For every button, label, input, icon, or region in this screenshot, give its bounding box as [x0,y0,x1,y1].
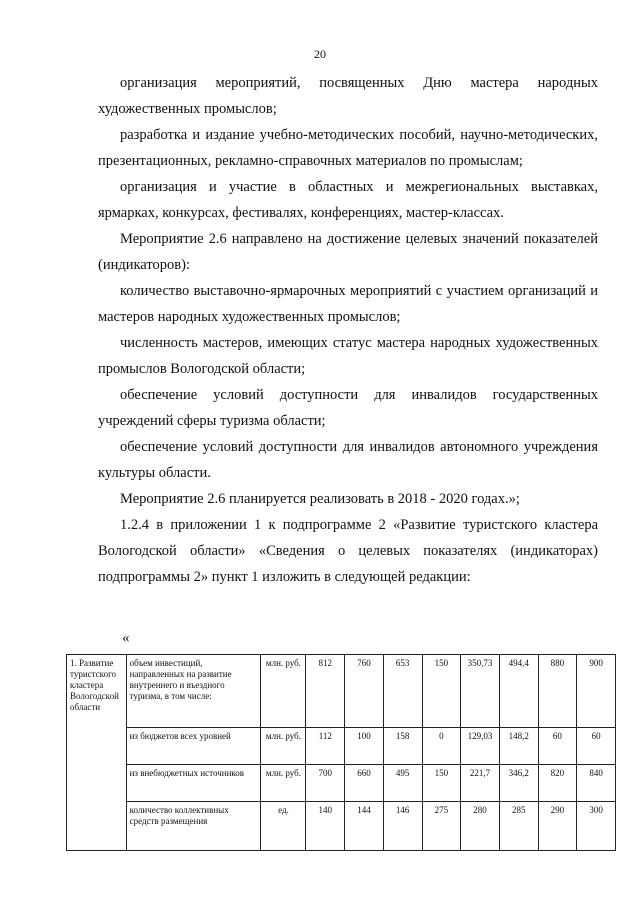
indicator-cell: из внебюджетных источников [126,765,261,802]
value-cell: 146 [383,802,422,851]
paragraph: разработка и издание учебно-методических пособий, научно-методических, презентационных, рекламно-справочных материалов по промыслам; [98,127,598,169]
quote-open-mark: « [122,630,130,646]
value-cell: 350,73 [461,655,500,728]
indicator-cell: из бюджетов всех уровней [126,728,261,765]
paragraph: 1.2.4 в приложении 1 к подпрограмме 2 «Развитие туристского кластера Вологодской области» «Сведения о целевых показателях (индикаторах) подпрограммы 2» пункт 1 изложить в следующей редакции: [98,517,598,585]
value-cell: 880 [538,655,577,728]
table-row [67,802,616,851]
value-cell: 840 [577,765,616,802]
value-cell: 275 [422,802,461,851]
table-row [67,655,616,728]
value-cell: 60 [577,728,616,765]
value-cell: 129,03 [461,728,500,765]
paragraph: Мероприятие 2.6 планируется реализовать в 2018 - 2020 годах.»; [120,491,520,507]
paragraph: обеспечение условий доступности для инвалидов государственных учреждений сферы туризма области; [98,387,598,429]
value-cell: 112 [306,728,345,765]
indicator-cell: количество коллективных средств размещения [126,802,261,851]
value-cell: 346,2 [499,765,538,802]
value-cell: 140 [306,802,345,851]
value-cell: 900 [577,655,616,728]
paragraph: Мероприятие 2.6 направлено на достижение целевых значений показателей (индикаторов): [98,231,598,273]
paragraph: обеспечение условий доступности для инвалидов автономного учреждения культуры области. [98,439,598,481]
value-cell: 148,2 [499,728,538,765]
indicator-cell: объем инвестиций, направленных на развитие внутреннего и въездного туризма, в том числе: [126,655,261,728]
value-cell: 495 [383,765,422,802]
value-cell: 150 [422,765,461,802]
paragraph: организация и участие в областных и межрегиональных выставках, ярмарках, конкурсах, фестивалях, конференциях, мастер-классах. [98,179,598,221]
value-cell: 494,4 [499,655,538,728]
value-cell: 290 [538,802,577,851]
value-cell: 158 [383,728,422,765]
value-cell: 150 [422,655,461,728]
unit-cell: млн. руб. [261,728,306,765]
document-body [98,70,598,590]
value-cell: 660 [345,765,384,802]
unit-cell: млн. руб. [261,765,306,802]
value-cell: 820 [538,765,577,802]
value-cell: 653 [383,655,422,728]
paragraph: количество выставочно-ярмарочных мероприятий с участием организаций и мастеров народных художественных промыслов; [98,283,598,325]
value-cell: 100 [345,728,384,765]
table-row [67,765,616,802]
indicators-table [66,654,616,851]
value-cell: 300 [577,802,616,851]
table-row [67,728,616,765]
value-cell: 60 [538,728,577,765]
value-cell: 700 [306,765,345,802]
value-cell: 285 [499,802,538,851]
value-cell: 144 [345,802,384,851]
unit-cell: ед. [261,802,306,851]
value-cell: 0 [422,728,461,765]
page-number: 20 [314,47,326,61]
paragraph: организация мероприятий, посвященных Дню мастера народных художественных промыслов; [98,75,598,117]
paragraph: численность мастеров, имеющих статус мастера народных художественных промыслов Вологодской области; [98,335,598,377]
value-cell: 812 [306,655,345,728]
value-cell: 280 [461,802,500,851]
value-cell: 221,7 [461,765,500,802]
unit-cell: млн. руб. [261,655,306,728]
row-header-cell: 1. Развитие туристского кластера Вологодской области [67,655,127,851]
value-cell: 760 [345,655,384,728]
